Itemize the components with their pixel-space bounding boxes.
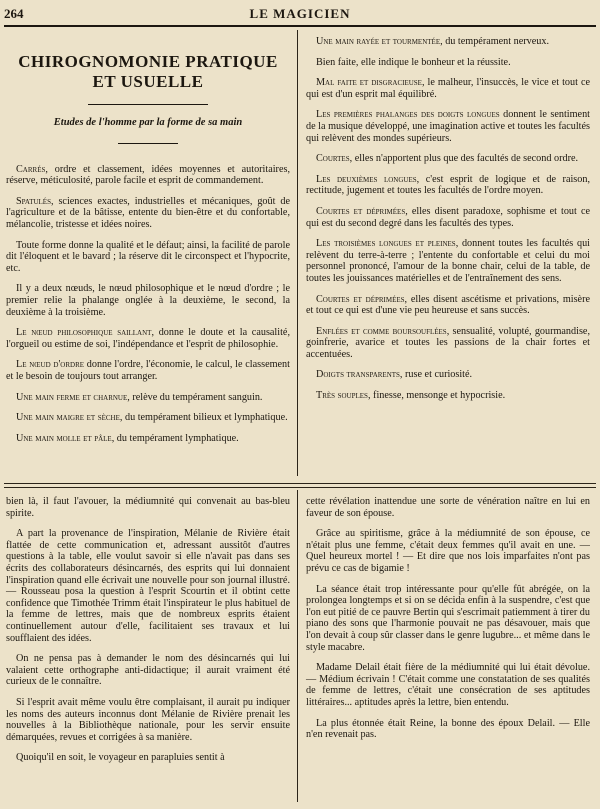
paragraph [306, 77, 590, 100]
paragraph-text: du tempérament lymphatique. [114, 432, 239, 444]
paragraph-lead: Les troisièmes longues et pleines, [316, 238, 459, 250]
paragraph [306, 326, 590, 361]
paragraph-text: du tempérament nerveux. [442, 36, 550, 47]
paragraph [6, 164, 290, 187]
left-column-bottom [6, 496, 290, 773]
paragraph [6, 359, 290, 382]
paragraph-lead: Spatulés, [16, 195, 54, 207]
title-rule [88, 104, 208, 105]
paragraph [6, 433, 290, 445]
paragraph-text: du tempérament bilieux et lymphatique. [122, 412, 288, 424]
column-divider-top [297, 30, 298, 476]
paragraph-text: ruse et curiosité. [402, 369, 473, 381]
paragraph [306, 718, 590, 741]
paragraph [306, 390, 590, 402]
left-bottom-paragraphs [6, 496, 290, 764]
paragraph-text: Quoiqu'il en soit, le voyageur en parapluies sentit à [16, 752, 225, 764]
left-column-top [6, 36, 290, 453]
paragraph [306, 109, 590, 144]
paragraph [306, 294, 590, 317]
paragraph [6, 653, 290, 688]
paragraph-text: elles disent ascétisme et privations, misère et tout ce qui est d'une vie peu heureuse et sans succès. [306, 293, 590, 317]
paragraph-lead: Une main ferme et charnue, [16, 391, 130, 403]
paragraph-lead: Les premières phalanges des doigts longues [316, 109, 500, 121]
paragraph-text: La séance était trop intéressante pour qu'elle fût abrégée, on la prolongea longtemps et si on se décida enfin à la suspendre, c'est que l'on eut pitié de ce pauvre Bertin qui s'escrimait patiemment à tirer du piano des sons que l'harmonie pouvait ne pas désavouer, mais que l'on devait à coup sûr classer dans le genre lugubre... et même dans le style macabre. [306, 583, 590, 653]
paragraph-lead: Mal faite et disgracieuse, [316, 77, 425, 89]
paragraph-text: A part la provenance de l'inspiration, Mélanie de Rivière était flattée de cette communication et, adressant aussitôt d'autres questions à la table, elle voulut savoir si elle n'avait pas dans ses écrits des collaborateurs désincarnés, des esprits qui lui donnaient l'inspiration quand elle écrivait une nouvelle pour son journal illustré. — Rousseau posa la question à l'esprit Scourtin et il obtint cette confidence que Timothée Trimm était l'inspirateur le plus habituel de la femme de lettres, mais que de nombreux esprits étaient continuellement autour d'elle, facilitaient ses travaux et lui soufflaient des idées. [6, 528, 290, 644]
article-subtitle: Etudes de l'homme par la forme de sa main [53, 117, 243, 128]
right-column-bottom [306, 496, 590, 750]
paragraph-lead: Carrés, [16, 163, 48, 175]
section-divider [4, 483, 596, 484]
article-title: CHIROGNOMONIE PRATIQUE ET USUELLE [18, 52, 278, 91]
paragraph-lead: Une main maigre et sèche, [16, 412, 123, 424]
paragraph [6, 327, 290, 350]
page-number: 264 [4, 6, 24, 21]
paragraph [6, 528, 290, 644]
paragraph-lead: Courtes, [316, 153, 353, 165]
paragraph [306, 206, 590, 229]
paragraph-text: elles n'apportent plus que des facultés de second ordre. [352, 153, 579, 165]
paragraph [6, 697, 290, 743]
paragraph-lead: Le nœud philosophique saillant, [16, 327, 154, 339]
paragraph-text: Toute forme donne la qualité et le défaut; ainsi, la facilité de parole dit l'éloquent et le bavard ; la réserve dit le circonspect et l'hypocrite, etc. [6, 239, 290, 274]
paragraph-text: donnent toutes les facultés qui relèvent du terre-à-terre ; l'entente du confortable et celui du moi personnel prononcé, l'amour de la bonne chair, celui de la table, de toutes les jouissances matérielles et de l'entraînement des sens. [306, 238, 590, 284]
subtitle-rule [118, 143, 178, 144]
paragraph-text: sensualité, volupté, gourmandise, goinfrerie, avarice et toutes les passions de la chair fortes et accentuées. [306, 325, 590, 360]
paragraph-lead: Les deuxièmes longues, [316, 173, 420, 185]
section-divider-double [4, 487, 596, 488]
right-column-top [306, 36, 590, 411]
paragraph-text: relève du tempérament sanguin. [129, 391, 263, 403]
paragraph-lead: Une main molle et pâle, [16, 432, 115, 444]
column-divider-bottom [297, 490, 298, 802]
paragraph-text: donne le doute et la causalité, l'orgueil ou estime de soi, l'indépendance et l'esprit de philosophie. [6, 327, 290, 350]
paragraph [306, 238, 590, 284]
running-title: LE MAGICIEN [249, 6, 351, 21]
paragraph-text: Il y a deux nœuds, le nœud philosophique et le nœud d'ordre ; le premier relie la phalange onglée à la deuxième, le second, la deuxième à la troisième. [6, 283, 290, 318]
paragraph [6, 752, 290, 764]
paragraph [306, 662, 590, 708]
paragraph [6, 392, 290, 404]
paragraph-lead: Enflées et comme boursouflées, [316, 325, 450, 337]
paragraph [306, 153, 590, 165]
paragraph [306, 584, 590, 654]
paragraph [6, 283, 290, 318]
header-rule [4, 25, 596, 27]
paragraph-text: bien là, il faut l'avouer, la médiumnité qui convenait au bas-bleu spirite. [6, 496, 290, 519]
paragraph-lead: Courtes et déprimées, [316, 205, 408, 217]
right-bottom-paragraphs [306, 496, 590, 741]
paragraph [306, 57, 590, 69]
paragraph-lead: Très souples, [316, 390, 371, 402]
paragraph [306, 528, 590, 574]
paragraph [306, 36, 590, 48]
paragraph-text: La plus étonnée était Reine, la bonne des époux Delail. — Elle n'en revenait pas. [306, 717, 590, 741]
paragraph-text: Bien faite, elle indique le bonheur et la réussite. [316, 56, 511, 68]
paragraph-text: ordre et classement, idées moyennes et autoritaires, réserve, méticulosité, parole facile et esprit de commandement. [6, 163, 290, 187]
paragraph-text: donnent le sentiment de la musique développé, une imagination active et toutes les facultés qui relèvent des mondes supérieurs. [306, 109, 590, 144]
paragraph-text: Grâce au spiritisme, grâce à la médiumnité de son épouse, ce n'était plus une femme, c'était deux femmes qu'il avait en une. — Quel heureux mortel ! — Et dire que nos lois imparfaites n'ont pas prévu ce cas de bigamie ! [306, 528, 590, 574]
right-top-paragraphs [306, 36, 590, 402]
paragraph-text: Si l'esprit avait même voulu être complaisant, il aurait pu indiquer les noms des auteurs inconnus dont Mélanie de Rivière prenait les nouvelles à la Bibliothèque nationale, pour les servir ensuite démarquées, revues et corrigées à sa manière. [6, 696, 290, 743]
paragraph-lead: Courtes et déprimées, [316, 293, 408, 305]
paragraph [306, 174, 590, 197]
paragraph [6, 496, 290, 519]
paragraph-lead: Une main rayée et tourmentée, [316, 36, 443, 47]
paragraph-lead: Doigts transparents, [316, 369, 403, 381]
paragraph-text: donne l'ordre, l'économie, le calcul, le classement et le besoin de toujours tout arranger. [6, 359, 290, 382]
paragraph-text: finesse, mensonge et hypocrisie. [370, 390, 506, 402]
page-header [4, 6, 596, 26]
paragraph [306, 369, 590, 381]
paragraph-text: elles disent paradoxe, sophisme et tout ce qui est du second degré dans les facultés des types. [306, 205, 590, 229]
left-top-paragraphs [6, 164, 290, 445]
paragraph-text: sciences exactes, industrielles et mécaniques, goût de l'agriculture et de la bâtisse, entente du bien-être et du confortable, mélancolie, tristesse et idées noires. [6, 195, 290, 230]
paragraph [306, 496, 590, 519]
paragraph [6, 412, 290, 424]
paragraph [6, 196, 290, 231]
paragraph-text: le malheur, l'insuccès, le vice et tout ce qui est d'un esprit mal équilibré. [306, 77, 590, 100]
paragraph-lead: Le nœud d'ordre [16, 359, 85, 371]
paragraph-text: c'est esprit de logique et de raison, rectitude, jugement et toutes les facultés de l'ordre moyen. [306, 173, 590, 197]
paragraph [6, 240, 290, 275]
paragraph-text: cette révélation inattendue une sorte de vénération naître en lui en faveur de son épouse. [306, 496, 590, 519]
paragraph-text: Madame Delail était fière de la médiumnité qui lui était dévolue. — Médium écrivain ! C'était comme une constatation de ses qualités de femme de lettres, c'était une consécration de ses aptitudes littéraires... aptitudes après la lettre, bien entendu. [306, 662, 590, 708]
paragraph-text: On ne pensa pas à demander le nom des désincarnés qui lui valaient cette orthographe anti-didactique; il aurait vraiment été curieux de le connaître. [6, 653, 290, 688]
